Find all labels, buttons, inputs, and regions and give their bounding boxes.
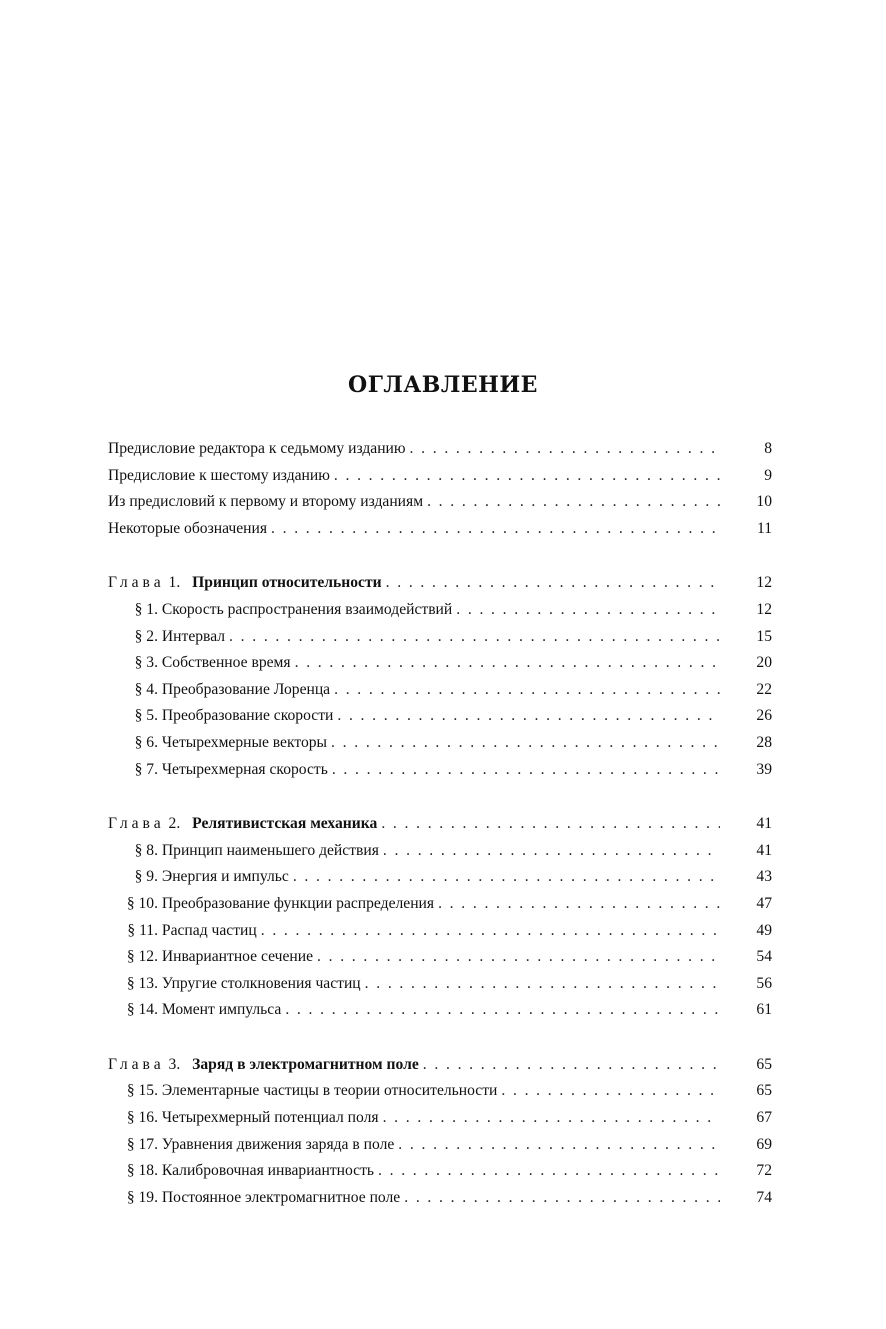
dot-leader [398, 1136, 720, 1154]
page-number: 61 [756, 1001, 772, 1019]
entry-label: Предисловие редактора к седьмому изданию [108, 440, 406, 457]
toc-chapter-3[interactable] [108, 1056, 772, 1083]
dot-leader [501, 1082, 720, 1100]
dot-leader [404, 1189, 720, 1207]
section-number: § 18. [126, 1162, 158, 1180]
section-title: Собственное время [161, 654, 291, 672]
table-of-contents [108, 440, 772, 1215]
page-number: 65 [756, 1055, 772, 1073]
dot-leader [271, 520, 720, 538]
entry-label: Некоторые обозначения [108, 519, 268, 537]
dot-leader [386, 574, 720, 592]
section-title: Постоянное электромагнитное поле [161, 1188, 401, 1206]
page-title: ОГЛАВЛЕНИЕ [348, 372, 538, 398]
chapter-number: 1. [168, 574, 181, 592]
chapter-word: Глава [108, 574, 165, 592]
toc-entry-front-1[interactable] [108, 440, 772, 467]
section-title: Распад частиц [161, 921, 257, 939]
section-number: § 11. [127, 921, 158, 939]
entry-label: Предисловие к шестому изданию [108, 466, 330, 484]
dot-leader [423, 1056, 720, 1074]
toc-section[interactable] [108, 1001, 772, 1028]
section-title: Принцип наименьшего действия [161, 841, 379, 859]
dot-leader [427, 493, 720, 511]
section-title: Момент импульса [161, 1001, 282, 1019]
section-number: § 6. [134, 733, 158, 751]
section-number: § 1. [134, 600, 158, 618]
section-number: § 15. [126, 1082, 158, 1100]
toc-chapter-2[interactable] [108, 815, 772, 842]
dot-leader [365, 975, 720, 993]
chapter-word: Глава [108, 815, 165, 833]
page-number: 65 [756, 1082, 772, 1100]
page-number: 67 [756, 1109, 772, 1127]
section-number: § 14. [126, 1001, 158, 1019]
section-title: Четырехмерный потенциал поля [161, 1109, 379, 1127]
dot-leader [293, 868, 720, 886]
section-title: Четырехмерные векторы [161, 733, 328, 751]
chapter-title: Заряд в электромагнитном поле [192, 1055, 419, 1073]
dot-leader [410, 440, 720, 458]
toc-section[interactable] [108, 1162, 772, 1189]
page-number: 20 [756, 654, 772, 672]
chapter-label [108, 815, 377, 833]
section-number: § 4. [134, 680, 158, 698]
page-number: 43 [756, 868, 772, 886]
section-title: Калибровочная инвариантность [161, 1162, 375, 1180]
spacer [108, 1028, 772, 1056]
dot-leader [438, 895, 720, 913]
dot-leader [285, 1001, 720, 1019]
section-title: Упругие столкновения частиц [161, 974, 361, 992]
toc-section[interactable] [108, 1109, 772, 1136]
dot-leader [295, 654, 720, 672]
page-number: 28 [756, 733, 772, 751]
page-number: 54 [756, 948, 772, 966]
toc-entry-front-4[interactable] [108, 520, 772, 547]
page-number: 72 [756, 1162, 772, 1180]
section-number: § 7. [134, 760, 158, 778]
section-number: § 19. [126, 1188, 158, 1206]
section-title: Преобразование скорости [161, 707, 334, 725]
chapter-title: Релятивистская механика [192, 815, 378, 833]
toc-section[interactable] [108, 681, 772, 708]
section-title: Элементарные частицы в теории относительности [161, 1082, 498, 1100]
dot-leader [332, 761, 720, 779]
toc-section[interactable] [108, 842, 772, 869]
toc-section[interactable] [108, 868, 772, 895]
section-number: § 13. [126, 974, 158, 992]
chapter-number: 2. [168, 815, 181, 833]
section-number: § 12. [126, 948, 158, 966]
page-number: 10 [756, 493, 772, 511]
page-number: 11 [756, 519, 772, 537]
section-number: § 9. [134, 868, 158, 886]
section-number: § 2. [134, 627, 158, 645]
toc-section[interactable] [108, 1136, 772, 1163]
page-number: 22 [756, 680, 772, 698]
dot-leader [229, 628, 720, 646]
toc-section[interactable] [108, 975, 772, 1002]
page-number: 41 [756, 841, 772, 859]
dot-leader [337, 707, 720, 725]
toc-section[interactable] [108, 654, 772, 681]
dot-leader [334, 467, 720, 485]
toc-section[interactable] [108, 761, 772, 788]
toc-section[interactable] [108, 895, 772, 922]
page-number: 56 [756, 974, 772, 992]
section-title: Инвариантное сечение [161, 948, 313, 966]
section-title: Четырехмерная скорость [161, 760, 328, 778]
page-number: 26 [756, 707, 772, 725]
dot-leader [383, 842, 720, 860]
section-title: Энергия и импульс [161, 868, 289, 886]
dot-leader [261, 922, 720, 940]
page-number: 15 [756, 627, 772, 645]
toc-section[interactable] [108, 1189, 772, 1216]
dot-leader [317, 948, 720, 966]
page-number: 49 [756, 921, 772, 939]
section-number: § 3. [134, 654, 158, 672]
section-title: Интервал [161, 627, 226, 645]
toc-section[interactable] [108, 1082, 772, 1109]
page-number: 39 [756, 760, 772, 778]
page-number: 47 [756, 894, 772, 912]
toc-section[interactable] [108, 628, 772, 655]
toc-chapter-1[interactable] [108, 574, 772, 601]
toc-section[interactable] [108, 707, 772, 734]
section-title: Преобразование Лоренца [161, 680, 331, 698]
toc-section[interactable] [108, 922, 772, 949]
section-number: § 16. [126, 1109, 158, 1127]
section-title: Преобразование функции распределения [161, 894, 435, 912]
page-number: 69 [756, 1135, 772, 1153]
chapter-word: Глава [108, 1055, 165, 1073]
dot-leader [383, 1109, 720, 1127]
section-number: § 5. [134, 707, 158, 725]
dot-leader [381, 815, 720, 833]
section-number: § 17. [126, 1135, 158, 1153]
dot-leader [456, 601, 720, 619]
section-number: § 10. [126, 894, 158, 912]
spacer [108, 787, 772, 815]
page-number: 8 [764, 440, 772, 457]
toc-section[interactable] [108, 601, 772, 628]
toc-section[interactable] [108, 948, 772, 975]
page-number: 9 [764, 466, 772, 484]
dot-leader [331, 734, 720, 752]
spacer [108, 546, 772, 574]
dot-leader [334, 681, 720, 699]
page-number: 74 [756, 1188, 772, 1206]
chapter-label [108, 574, 382, 592]
toc-entry-front-3[interactable] [108, 493, 772, 520]
section-title: Скорость распространения взаимодействий [161, 600, 453, 618]
chapter-label [108, 1056, 419, 1074]
page-number: 41 [756, 815, 772, 833]
page-number: 12 [756, 574, 772, 592]
toc-section[interactable] [108, 734, 772, 761]
chapter-number: 3. [168, 1055, 181, 1073]
page-number: 12 [756, 600, 772, 618]
section-number: § 8. [134, 841, 158, 859]
dot-leader [378, 1162, 720, 1180]
chapter-title: Принцип относительности [192, 574, 382, 592]
entry-label: Из предисловий к первому и второму изданиям [108, 493, 424, 511]
toc-entry-front-2[interactable] [108, 467, 772, 494]
section-title: Уравнения движения заряда в поле [161, 1135, 395, 1153]
